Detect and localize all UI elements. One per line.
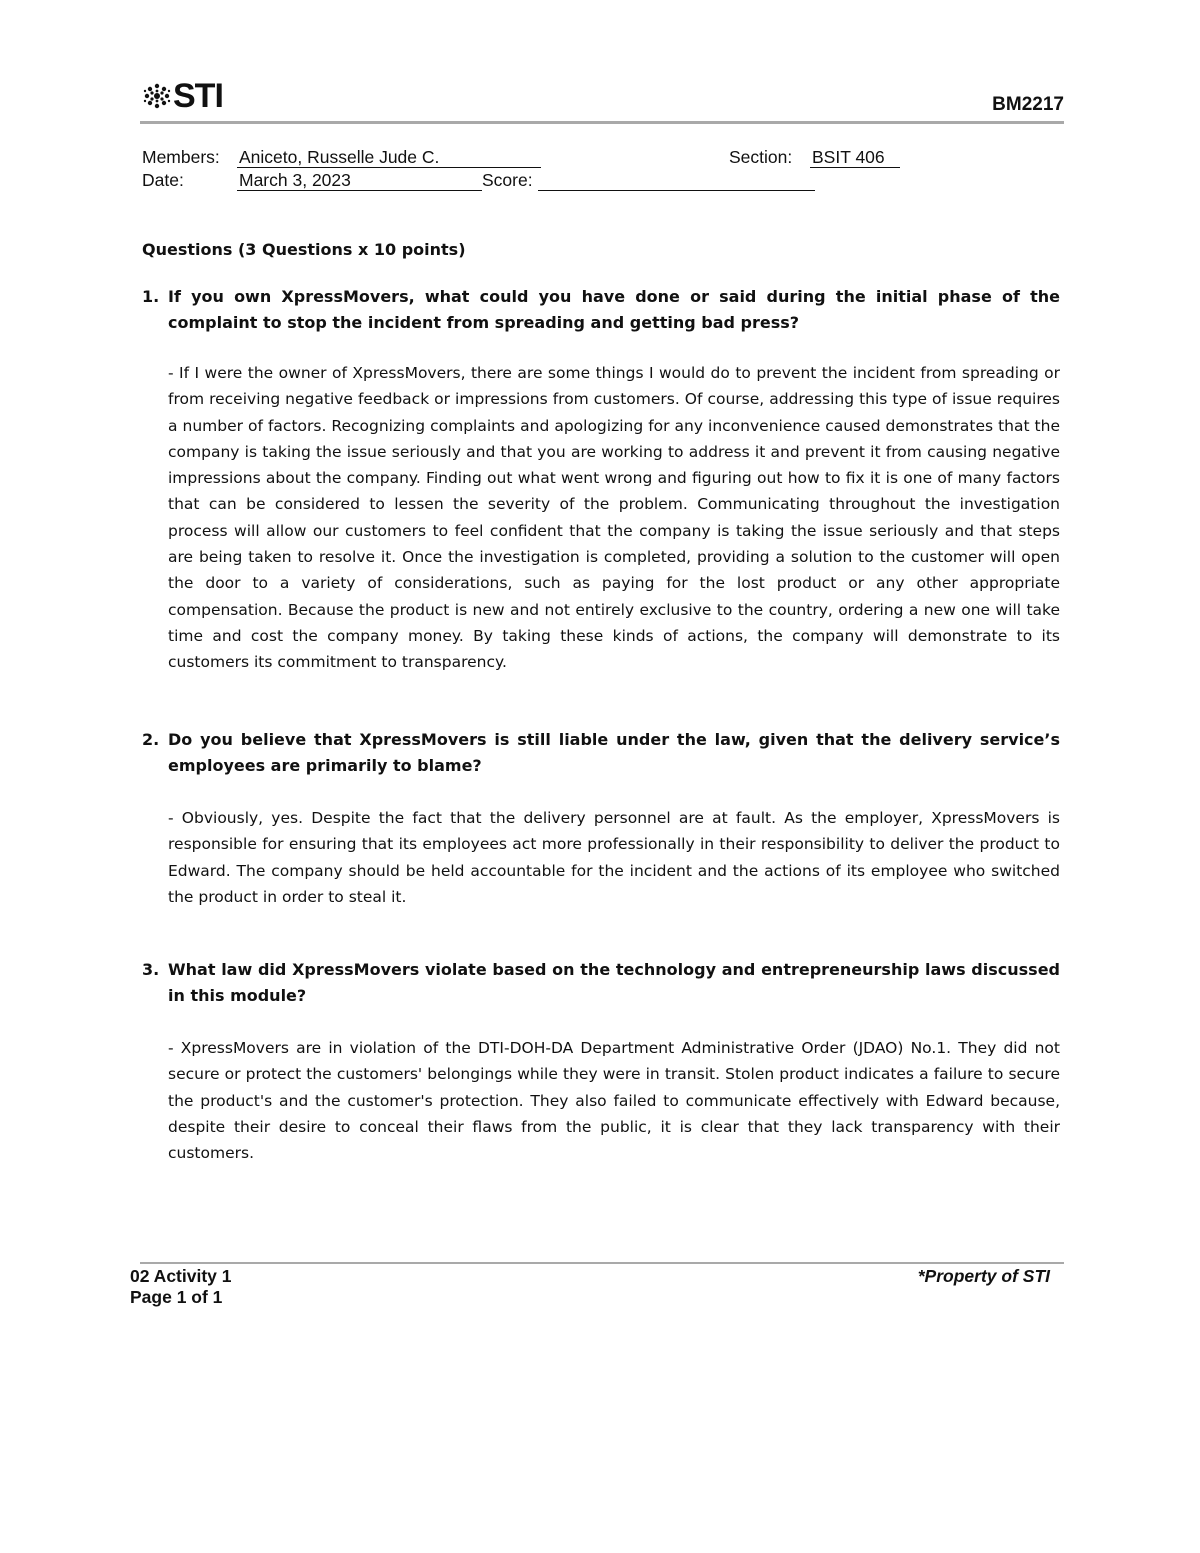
sti-logo	[142, 76, 223, 116]
question-title: What law did XpressMovers violate based on the technology and entrepreneurship laws discussed in this module?	[168, 960, 1060, 1005]
question-2	[142, 727, 1060, 910]
question-number: 3.	[142, 960, 160, 979]
activity-label: 02 Activity 1	[130, 1266, 232, 1286]
question-title: Do you believe that XpressMovers is still liable under the law, given that the delivery service’s employees are primarily to blame?	[168, 730, 1060, 775]
question-answer: - If I were the owner of XpressMovers, there are some things I would do to prevent the incident from spreading or from receiving negative feedback or impressions from customers. Of course, addressing this type of issue requires a number of factors. Recognizing complaints and apologizing for any inconvenience caused demonstrates that the company is taking the issue seriously and that you are working to address it and prevent it from causing negative impressions about the company. Finding out what went wrong and figuring out how to fix it is one of many factors that can be considered to lessen the severity of the problem. Communicating throughout the investigation process will allow our customers to feel confident that the company is taking the issue seriously and that steps are being taken to resolve it. Once the investigation is completed, providing a solution to the customer will open the door to a variety of considerations, such as paying for the lost product or any other appropriate compensation. Because the product is new and not entirely exclusive to the country, ordering a new one will take time and cost the company money. By taking these kinds of actions, the company will demonstrate to its customers its commitment to transparency.	[168, 364, 1060, 672]
question-number: 2.	[142, 730, 160, 749]
page-number: Page 1 of 1	[130, 1287, 223, 1307]
date-value: March 3, 2023	[237, 169, 482, 191]
members-label: Members:	[142, 147, 220, 167]
question-title: If you own XpressMovers, what could you have done or said during the initial phase of the complaint to stop the incident from spreading and getting bad press?	[168, 287, 1060, 332]
score-label: Score:	[482, 170, 533, 190]
question-1	[142, 284, 1060, 676]
section-value: BSIT 406	[810, 146, 900, 168]
score-value	[538, 169, 815, 191]
property-notice: *Property of STI	[917, 1266, 1050, 1286]
question-number: 1.	[142, 287, 160, 306]
course-code: BM2217	[992, 94, 1064, 115]
date-label: Date:	[142, 170, 184, 190]
questions-heading: Questions (3 Questions x 10 points)	[142, 240, 466, 259]
logo-text: STI	[173, 77, 223, 115]
section-label: Section:	[729, 147, 793, 167]
question-3	[142, 957, 1060, 1166]
sti-globe-icon	[142, 81, 172, 111]
header-divider	[140, 121, 1064, 124]
question-answer: - XpressMovers are in violation of the DTI-DOH-DA Department Administrative Order (JDAO) No.1. They did not secure or protect the customers' belongings while they were in transit. Stolen product indicates a failure to secure the product's and the customer's protection. They also failed to communicate effectively with Edward because, despite their desire to conceal their flaws from the public, it is clear that they lack transparency with their customers.	[168, 1039, 1060, 1163]
members-value: Aniceto, Russelle Jude C.	[237, 146, 541, 168]
question-answer: - Obviously, yes. Despite the fact that the delivery personnel are at fault. As the employer, XpressMovers is responsible for ensuring that its employees act more professionally in their responsibility to deliver the product to Edward. The company should be held accountable for the incident and the actions of its employee who switched the product in order to steal it.	[168, 809, 1060, 906]
footer-divider	[140, 1262, 1064, 1264]
footer-left	[130, 1266, 232, 1308]
